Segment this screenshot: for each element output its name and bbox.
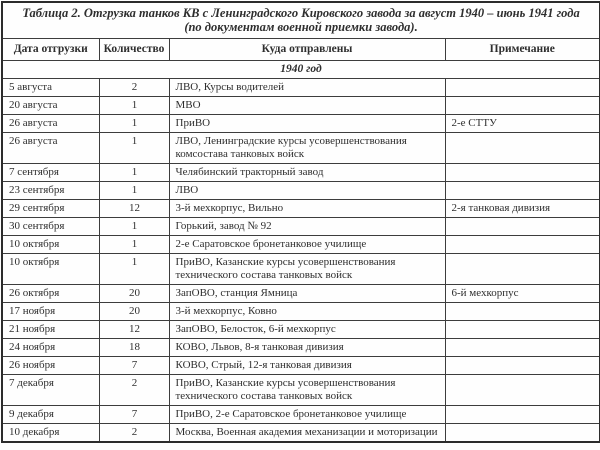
cell-destination: ЗапОВО, станция Ямница (169, 285, 445, 303)
cell-destination: 3-й мехкорпус, Вильно (169, 200, 445, 218)
table-row (2, 424, 600, 443)
table-title-line2: (по документам военной приемки завода). (184, 20, 418, 34)
table-row (2, 79, 600, 97)
table-row (2, 182, 600, 200)
cell-quantity: 7 (99, 406, 169, 424)
cell-date: 9 декабря (2, 406, 99, 424)
cell-date: 10 октября (2, 236, 99, 254)
cell-destination: ЛВО, Курсы водителей (169, 79, 445, 97)
col-header-destination: Куда отправлены (169, 39, 445, 61)
scanned-document-page (0, 1, 600, 450)
cell-quantity: 12 (99, 200, 169, 218)
cell-destination: Москва, Военная академия механизации и моторизации (169, 424, 445, 443)
cell-note (445, 254, 600, 285)
cell-date: 7 декабря (2, 375, 99, 406)
table-body (2, 79, 600, 443)
table-title (2, 2, 600, 39)
table-row (2, 164, 600, 182)
cell-destination: Челябинский тракторный завод (169, 164, 445, 182)
table-row (2, 200, 600, 218)
cell-destination: МВО (169, 97, 445, 115)
cell-note: 6-й мехкорпус (445, 285, 600, 303)
cell-date: 26 августа (2, 133, 99, 164)
table-row (2, 339, 600, 357)
cell-quantity: 1 (99, 97, 169, 115)
cell-date: 29 сентября (2, 200, 99, 218)
cell-destination: Горький, завод № 92 (169, 218, 445, 236)
cell-destination: ЛВО, Ленинградские курсы усовершенствования комсостава танковых войск (169, 133, 445, 164)
cell-quantity: 2 (99, 375, 169, 406)
cell-destination: ПриВО, 2-е Саратовское бронетанковое училище (169, 406, 445, 424)
cell-destination: ПриВО (169, 115, 445, 133)
table-row (2, 375, 600, 406)
table-title-line1: Таблица 2. Отгрузка танков КВ с Ленинградского Кировского завода за август 1940 – июнь 1941 года (22, 6, 580, 20)
cell-date: 10 декабря (2, 424, 99, 443)
cell-destination: ЗапОВО, Белосток, 6-й мехкорпус (169, 321, 445, 339)
cell-note (445, 424, 600, 443)
cell-quantity: 1 (99, 115, 169, 133)
cell-quantity: 2 (99, 424, 169, 443)
cell-date: 17 ноября (2, 303, 99, 321)
kv-shipments-table (1, 1, 600, 443)
cell-quantity: 1 (99, 254, 169, 285)
table-row (2, 133, 600, 164)
table-row (2, 357, 600, 375)
cell-quantity: 20 (99, 303, 169, 321)
cell-quantity: 18 (99, 339, 169, 357)
cell-destination: ЛВО (169, 182, 445, 200)
cell-destination: 2-е Саратовское бронетанковое училище (169, 236, 445, 254)
table-row (2, 97, 600, 115)
table-row (2, 115, 600, 133)
cell-destination: 3-й мехкорпус, Ковно (169, 303, 445, 321)
table-row (2, 303, 600, 321)
cell-quantity: 12 (99, 321, 169, 339)
cell-note (445, 236, 600, 254)
cell-quantity: 2 (99, 79, 169, 97)
cell-note: 2-е СТТУ (445, 115, 600, 133)
cell-note (445, 164, 600, 182)
cell-date: 7 сентября (2, 164, 99, 182)
cell-date: 30 сентября (2, 218, 99, 236)
col-header-note: Примечание (445, 39, 600, 61)
cell-quantity: 1 (99, 133, 169, 164)
table-row (2, 236, 600, 254)
cell-note: 2-я танковая дивизия (445, 200, 600, 218)
cell-quantity: 1 (99, 164, 169, 182)
cell-note (445, 406, 600, 424)
title-row (2, 2, 600, 39)
table-row (2, 218, 600, 236)
cell-note (445, 133, 600, 164)
cell-date: 23 сентября (2, 182, 99, 200)
cell-destination: КОВО, Львов, 8-я танковая дивизия (169, 339, 445, 357)
cell-note (445, 79, 600, 97)
cell-quantity: 7 (99, 357, 169, 375)
cell-date: 10 октября (2, 254, 99, 285)
year-section-label: 1940 год (2, 61, 600, 79)
cell-quantity: 1 (99, 236, 169, 254)
table-row (2, 254, 600, 285)
col-header-quantity: Количество (99, 39, 169, 61)
table-row (2, 285, 600, 303)
cell-destination: КОВО, Стрый, 12-я танковая дивизия (169, 357, 445, 375)
cell-note (445, 218, 600, 236)
cell-quantity: 1 (99, 218, 169, 236)
table-row (2, 406, 600, 424)
cell-quantity: 20 (99, 285, 169, 303)
cell-date: 21 ноября (2, 321, 99, 339)
cell-note (445, 97, 600, 115)
cell-date: 26 ноября (2, 357, 99, 375)
cell-note (445, 375, 600, 406)
col-header-date: Дата отгрузки (2, 39, 99, 61)
cell-date: 24 ноября (2, 339, 99, 357)
table-row (2, 321, 600, 339)
cell-note (445, 321, 600, 339)
cell-date: 20 августа (2, 97, 99, 115)
cell-note (445, 339, 600, 357)
cell-destination: ПриВО, Казанские курсы усовершенствования технического состава танковых войск (169, 375, 445, 406)
cell-destination: ПриВО, Казанские курсы усовершенствования технического состава танковых войск (169, 254, 445, 285)
column-header-row (2, 39, 600, 61)
cell-date: 5 августа (2, 79, 99, 97)
table-head (2, 2, 600, 79)
cell-quantity: 1 (99, 182, 169, 200)
cell-note (445, 303, 600, 321)
cell-note (445, 182, 600, 200)
cell-note (445, 357, 600, 375)
year-section-row (2, 61, 600, 79)
cell-date: 26 августа (2, 115, 99, 133)
cell-date: 26 октября (2, 285, 99, 303)
